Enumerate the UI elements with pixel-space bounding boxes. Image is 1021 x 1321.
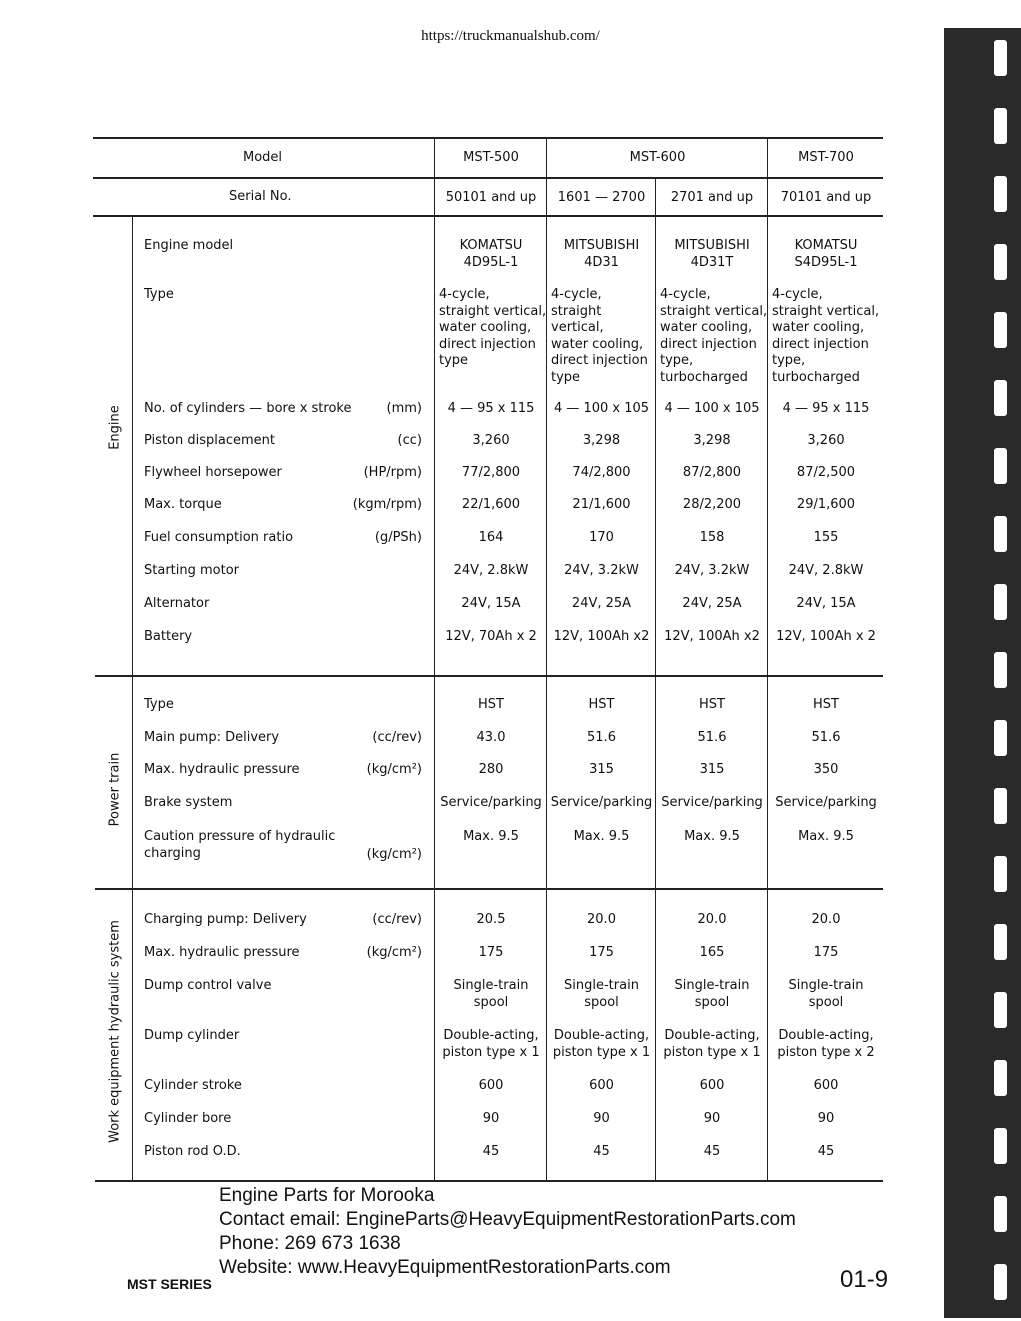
spec-value: 20.5 — [476, 912, 506, 927]
model-label: Model — [243, 150, 283, 165]
spec-value: Single-train spool — [788, 978, 864, 1010]
serial-cell: 2701 and up — [670, 190, 754, 205]
binding-hole — [994, 108, 1007, 144]
rule-engine-end — [95, 675, 883, 677]
spec-value: 24V, 2.8kW — [788, 563, 864, 578]
spec-value: 600 — [589, 1078, 614, 1093]
row-unit: (kgm/rpm) — [352, 497, 422, 512]
spec-value: 45 — [817, 1144, 835, 1159]
row-unit: (kg/cm²) — [366, 945, 422, 960]
model-mst700: MST-700 — [798, 150, 854, 165]
spec-value: Max. 9.5 — [684, 829, 740, 844]
binding-hole — [994, 40, 1007, 76]
row-unit: (cc/rev) — [372, 730, 422, 745]
row-unit: (mm) — [386, 401, 422, 416]
row-label: Type — [144, 287, 174, 302]
spec-value: 175 — [478, 945, 504, 960]
row-label: Caution pressure of hydraulic charging — [144, 829, 336, 861]
spec-value: Double-acting, piston type x 2 — [777, 1028, 875, 1060]
section-work-equipment: Work equipment hydraulic system — [107, 920, 123, 1143]
spec-value: 87/2,800 — [682, 465, 742, 480]
binding-hole — [994, 924, 1007, 960]
spec-value: 170 — [589, 530, 614, 545]
spec-value: 3,260 — [472, 433, 510, 448]
rule-model — [93, 177, 883, 179]
spec-value: 51.6 — [811, 730, 841, 745]
footer-contact — [219, 1184, 796, 1280]
spec-value: 4 — 95 x 115 — [447, 401, 535, 416]
spec-value: 20.0 — [587, 912, 616, 927]
spec-value: Single-train spool — [453, 978, 529, 1010]
spec-value: 20.0 — [697, 912, 727, 927]
spec-value: 90 — [593, 1111, 610, 1126]
rule-bottom — [95, 1180, 883, 1182]
spec-value: 51.6 — [587, 730, 616, 745]
spec-value: 3,298 — [693, 433, 731, 448]
rule-col-1 — [434, 137, 435, 1180]
spec-value: 45 — [593, 1144, 610, 1159]
model-mst600: MST-600 — [629, 150, 686, 165]
spec-value: 90 — [703, 1111, 721, 1126]
spec-value: 155 — [813, 530, 839, 545]
spec-value: Single-train spool — [674, 978, 750, 1010]
row-label: Piston displacement — [144, 433, 275, 448]
page-number: 01-9 — [840, 1266, 889, 1293]
spec-value: Max. 9.5 — [463, 829, 519, 844]
binding-hole — [994, 652, 1007, 688]
row-unit: (cc) — [397, 433, 422, 448]
spec-value: 24V, 3.2kW — [674, 563, 750, 578]
spec-value: 350 — [813, 762, 839, 777]
section-engine: Engine — [107, 405, 123, 450]
spec-value: Max. 9.5 — [798, 829, 854, 844]
rule-powertrain-end — [95, 888, 883, 890]
row-label: Cylinder bore — [144, 1111, 232, 1126]
spec-value: Service/parking — [550, 795, 653, 810]
spec-value: Double-acting, piston type x 1 — [442, 1028, 540, 1060]
spec-value: 164 — [478, 530, 504, 545]
spec-value: 4 — 100 x 105 — [553, 401, 650, 416]
spec-value: 29/1,600 — [796, 497, 856, 512]
row-unit: (kg/cm²) — [366, 762, 422, 777]
spec-value: Service/parking — [661, 795, 763, 810]
spec-value: 315 — [699, 762, 725, 777]
footer-email: Contact email: EngineParts@HeavyEquipmentRestorationParts.com — [219, 1209, 796, 1230]
footer-website: Website: www.HeavyEquipmentRestorationParts.com — [219, 1257, 671, 1278]
row-label: Main pump: Delivery — [144, 730, 280, 745]
spec-value: 315 — [589, 762, 614, 777]
series-label: MST SERIES — [127, 1276, 212, 1292]
spec-value: 12V, 100Ah x2 — [553, 629, 650, 644]
spec-value: 12V, 70Ah x 2 — [445, 629, 537, 644]
row-label: Cylinder stroke — [144, 1078, 242, 1093]
spec-value: 600 — [478, 1078, 504, 1093]
spec-value: HST — [699, 697, 725, 712]
binding-hole — [994, 788, 1007, 824]
spec-value: 87/2,500 — [796, 465, 856, 480]
row-label: Piston rod O.D. — [144, 1144, 241, 1159]
row-label: Flywheel horsepower — [144, 465, 282, 480]
binding-hole — [994, 516, 1007, 552]
row-label: Brake system — [144, 795, 233, 810]
spec-value: 24V, 2.8kW — [453, 563, 529, 578]
spec-value: HST — [813, 697, 839, 712]
serial-label: Serial No. — [229, 189, 292, 204]
binding-hole — [994, 1128, 1007, 1164]
serial-cell: 70101 and up — [780, 190, 872, 205]
row-unit: (kg/cm²) — [366, 847, 422, 862]
spec-value: MITSUBISHI 4D31T — [674, 238, 750, 270]
spec-value: 21/1,600 — [572, 497, 631, 512]
row-label: Max. hydraulic pressure — [144, 945, 300, 960]
binding-hole — [994, 1060, 1007, 1096]
row-unit: (cc/rev) — [372, 912, 422, 927]
spec-value: 175 — [813, 945, 839, 960]
row-label: Alternator — [144, 596, 210, 611]
row-label: Engine model — [144, 238, 234, 253]
spec-value: 77/2,800 — [461, 465, 521, 480]
spec-value: 45 — [703, 1144, 721, 1159]
row-label: Dump cylinder — [144, 1028, 240, 1043]
binding-hole — [994, 1196, 1007, 1232]
spec-value: Max. 9.5 — [573, 829, 630, 844]
spec-value: KOMATSU S4D95L-1 — [794, 238, 858, 270]
spec-value: Service/parking — [775, 795, 877, 810]
footer-phone: Phone: 269 673 1638 — [219, 1233, 401, 1254]
spec-value: MITSUBISHI 4D31 — [563, 238, 640, 270]
row-label: Charging pump: Delivery — [144, 912, 307, 927]
binding-hole — [994, 584, 1007, 620]
spec-value: 24V, 15A — [796, 596, 856, 611]
row-label: Battery — [144, 629, 193, 644]
binding-hole — [994, 380, 1007, 416]
row-unit: (g/PSh) — [374, 530, 422, 545]
footer-line-1: Engine Parts for Morooka — [219, 1185, 435, 1206]
spec-value: 4-cycle, straight vertical, water cooling, direct injection type — [551, 287, 648, 385]
spec-value: 24V, 25A — [682, 596, 742, 611]
spec-value: 12V, 100Ah x2 — [664, 629, 760, 644]
serial-cell: 1601 — 2700 — [557, 190, 646, 205]
row-label: Dump control valve — [144, 978, 272, 993]
binding-hole — [994, 856, 1007, 892]
spec-value: 600 — [699, 1078, 725, 1093]
spec-value: Double-acting, piston type x 1 — [552, 1028, 651, 1060]
spec-value: 4-cycle, straight vertical, water cooling, direct injection type, turbocharged — [660, 287, 768, 385]
source-url: https://truckmanualshub.com/ — [421, 28, 600, 44]
serial-cell: 50101 and up — [445, 190, 537, 205]
row-unit: (HP/rpm) — [363, 465, 422, 480]
spec-value: 158 — [699, 530, 725, 545]
row-label: Type — [144, 697, 174, 712]
section-power-train: Power train — [107, 752, 123, 827]
binding-hole — [994, 720, 1007, 756]
spec-value: HST — [478, 697, 504, 712]
spec-value: 90 — [482, 1111, 500, 1126]
spec-value: 24V, 3.2kW — [564, 563, 639, 578]
spec-value: 20.0 — [811, 912, 841, 927]
row-label: Fuel consumption ratio — [144, 530, 294, 545]
spec-value: 22/1,600 — [461, 497, 521, 512]
row-label: Max. hydraulic pressure — [144, 762, 300, 777]
spec-value: Service/parking — [440, 795, 542, 810]
spec-value: KOMATSU 4D95L-1 — [459, 238, 523, 270]
spec-value: 43.0 — [476, 730, 506, 745]
row-label: Starting motor — [144, 563, 240, 578]
binding-hole — [994, 1264, 1007, 1300]
spec-value: 3,298 — [582, 433, 621, 448]
spec-value: 24V, 25A — [571, 596, 632, 611]
model-mst500: MST-500 — [463, 150, 519, 165]
row-label: No. of cylinders — bore x stroke — [144, 401, 352, 416]
spec-value: 90 — [817, 1111, 835, 1126]
spec-value: 4-cycle, straight vertical, water cooling, direct injection type — [439, 287, 547, 368]
spec-value: 4-cycle, straight vertical, water cooling, direct injection type, turbocharged — [772, 287, 880, 385]
spec-value: Single-train spool — [564, 978, 639, 1010]
spec-value: 51.6 — [697, 730, 727, 745]
spec-value: 175 — [589, 945, 614, 960]
binding-hole — [994, 312, 1007, 348]
row-label: Max. torque — [144, 497, 222, 512]
binding-hole — [994, 176, 1007, 212]
spec-value: 28/2,200 — [682, 497, 742, 512]
rule-top — [93, 137, 883, 139]
spec-value: 3,260 — [807, 433, 845, 448]
spec-value: Double-acting, piston type x 1 — [663, 1028, 761, 1060]
spec-value: 4 — 100 x 105 — [664, 401, 760, 416]
spec-value: 24V, 15A — [461, 596, 521, 611]
spec-value: 280 — [478, 762, 504, 777]
spec-value: 600 — [813, 1078, 839, 1093]
rule-section-col — [132, 215, 133, 1180]
rule-serial — [93, 215, 883, 217]
spec-value: 12V, 100Ah x 2 — [776, 629, 876, 644]
spec-value: 165 — [699, 945, 725, 960]
binding-hole — [994, 448, 1007, 484]
spec-value: 4 — 95 x 115 — [782, 401, 870, 416]
spec-value: HST — [588, 697, 615, 712]
spec-value: 45 — [482, 1144, 500, 1159]
binding-strip — [944, 28, 1021, 1318]
spec-value: 74/2,800 — [572, 465, 631, 480]
binding-hole — [994, 992, 1007, 1028]
binding-hole — [994, 244, 1007, 280]
